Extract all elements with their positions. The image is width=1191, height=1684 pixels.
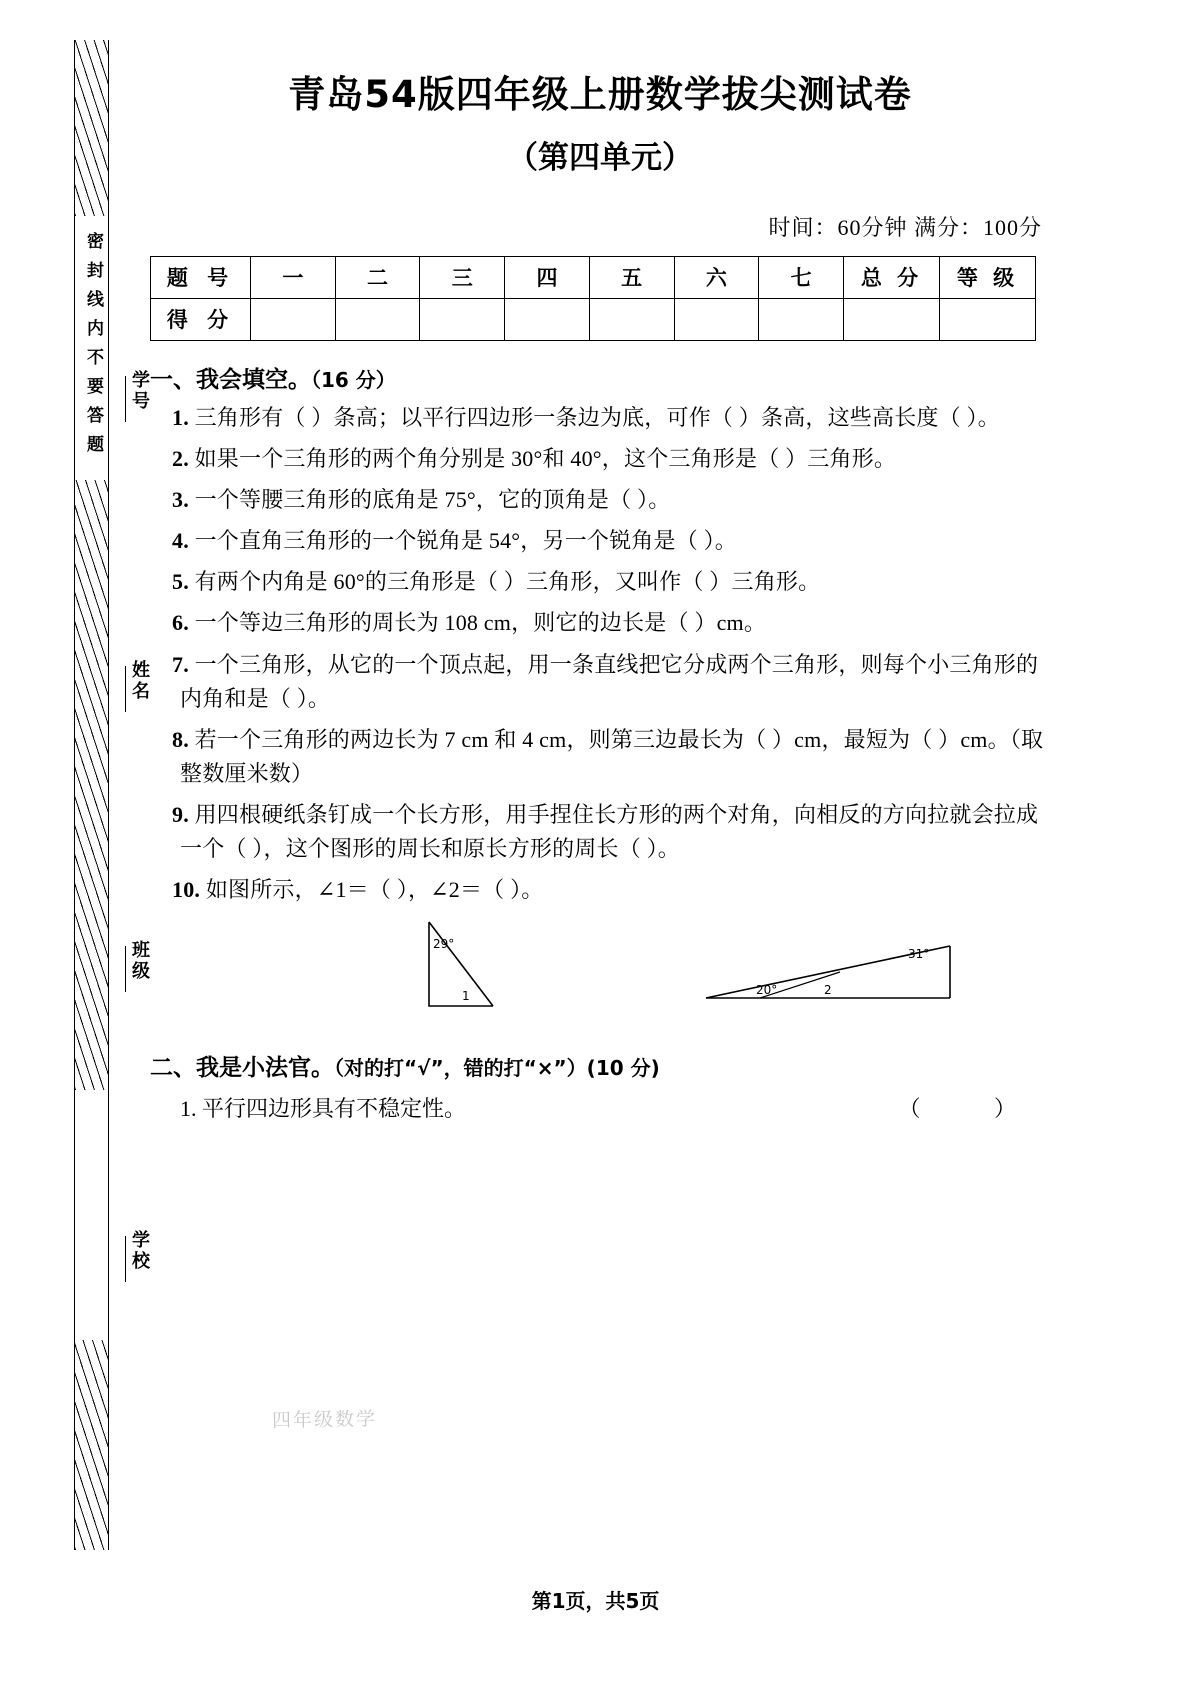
- field-student-id-line: [125, 376, 126, 422]
- score-cell-6[interactable]: [674, 298, 759, 340]
- score-cell-1[interactable]: [251, 298, 336, 340]
- question-1-4-text: 一个直角三角形的一个锐角是 54°，另一个锐角是（ ）。: [194, 528, 738, 554]
- triangle-figure-right: [700, 932, 960, 1012]
- score-table-row-label-2: 得 分: [151, 298, 251, 340]
- field-school-label: 学校: [129, 1230, 150, 1272]
- question-1-2: [172, 442, 1050, 476]
- score-cell-total[interactable]: [844, 298, 940, 340]
- question-1-3-number: 3.: [172, 487, 189, 513]
- field-name-label: 姓名: [129, 660, 150, 702]
- score-col-7: 七: [759, 256, 844, 298]
- watermark: 四年级数学: [271, 1408, 378, 1432]
- page-title: 青岛54版四年级上册数学拔尖测试卷: [288, 73, 912, 116]
- question-1-1: [172, 401, 1050, 435]
- question-1-9: [172, 798, 1050, 866]
- question-1-1-text: 三角形有（ ）条高；以平行四边形一条边为底，可作（ ）条高，这些高长度（ ）。: [194, 404, 1000, 430]
- section-1-title: 一、我会填空。: [150, 366, 311, 393]
- question-1-2-number: 2.: [172, 446, 189, 472]
- question-1-10-text: 如图所示，∠1＝（ ），∠2＝（ ）。: [205, 877, 544, 903]
- question-1-7-number: 7.: [172, 651, 189, 677]
- question-1-3-text: 一个等腰三角形的底角是 75°，它的顶角是（ ）。: [194, 487, 671, 513]
- question-1-8: [172, 723, 1050, 791]
- question-1-7: [172, 648, 1050, 716]
- question-1-8-number: 8.: [172, 726, 189, 752]
- question-1-5: [172, 565, 1050, 599]
- svg-text:2: 2: [824, 983, 832, 998]
- binding-rule-right: [108, 40, 109, 1550]
- score-col-5: 五: [589, 256, 674, 298]
- field-school[interactable]: [112, 1230, 152, 1282]
- svg-text:1: 1: [462, 989, 470, 1004]
- page-subtitle: （第四单元）: [507, 139, 693, 176]
- section-2-points: （对的打“√”，错的打“×”）(10 分): [334, 1056, 660, 1081]
- question-1-1-number: 1.: [172, 404, 189, 430]
- question-1-5-number: 5.: [172, 569, 189, 595]
- score-cell-grade[interactable]: [940, 298, 1036, 340]
- question-1-7-text: 一个三角形，从它的一个顶点起，用一条直线把它分成两个三角形，则每个小三角形的内角和是（ ）。: [180, 651, 1039, 711]
- svg-text:29°: 29°: [433, 937, 455, 952]
- score-col-2: 二: [335, 256, 420, 298]
- question-1-4: [172, 524, 1050, 558]
- field-student-id[interactable]: [112, 370, 152, 422]
- document-body: [150, 70, 1050, 1125]
- binding-hatch-middle: [75, 480, 108, 1090]
- score-cell-4[interactable]: [505, 298, 590, 340]
- field-student-id-label: 学号: [129, 370, 150, 412]
- score-col-6: 六: [674, 256, 759, 298]
- score-col-4: 四: [505, 256, 590, 298]
- question-1-9-text: 用四根硬纸条钉成一个长方形，用手捏住长方形的两个对角，向相反的方向拉就会拉成一个（ ），这个图形的周长和原长方形的周长（ ）。: [180, 801, 1039, 861]
- score-table-row-label-1: 题 号: [151, 256, 251, 298]
- svg-text:31°: 31°: [908, 947, 930, 962]
- question-1-6: [172, 606, 1050, 640]
- question-1-10: [172, 873, 1050, 907]
- field-name[interactable]: [112, 660, 152, 712]
- question-1-2-text: 如果一个三角形的两个角分别是 30°和 40°，这个三角形是（ ）三角形。: [194, 446, 897, 472]
- field-class-label: 班级: [129, 940, 150, 982]
- score-col-3: 三: [420, 256, 505, 298]
- section-2-heading: [150, 1049, 1050, 1082]
- score-cell-5[interactable]: [589, 298, 674, 340]
- question-1-10-number: 10.: [172, 877, 201, 903]
- question-1-5-text: 有两个内角是 60°的三角形是（ ）三角形，又叫作（ ）三角形。: [194, 569, 821, 595]
- score-cell-3[interactable]: [420, 298, 505, 340]
- section-1-points: （16 分）: [311, 367, 396, 392]
- section-1-heading: [150, 361, 1050, 394]
- question-1-6-text: 一个等边三角形的周长为 108 cm，则它的边长是（ ）cm。: [194, 610, 767, 636]
- seal-line-label: 密封线内不要答题: [83, 232, 103, 464]
- score-cell-7[interactable]: [759, 298, 844, 340]
- field-class[interactable]: [112, 940, 152, 992]
- binding-strip: [62, 40, 150, 1550]
- svg-text:20°: 20°: [756, 983, 778, 998]
- score-cell-2[interactable]: [335, 298, 420, 340]
- binding-hatch-top: [75, 40, 108, 216]
- field-class-line: [125, 946, 126, 992]
- score-col-grade: 等 级: [940, 256, 1036, 298]
- field-name-line: [125, 666, 126, 712]
- exam-meta: 时间：60分钟 满分：100分: [768, 214, 1042, 240]
- question-1-9-number: 9.: [172, 801, 189, 827]
- question-2-1-answer-box[interactable]: （ ）: [898, 1096, 1050, 1122]
- question-2-1-number: 1.: [180, 1096, 197, 1122]
- score-col-total: 总 分: [844, 256, 940, 298]
- question-2-1: [180, 1092, 1050, 1125]
- question-1-4-number: 4.: [172, 528, 189, 554]
- score-col-1: 一: [251, 256, 336, 298]
- question-1-8-text: 若一个三角形的两边长为 7 cm 和 4 cm，则第三边最长为（ ）cm，最短为（ ）cm。（取整数厘米数）: [180, 726, 1044, 786]
- binding-hatch-bottom: [75, 1340, 108, 1550]
- page-footer: 第1页，共5页: [531, 1589, 660, 1613]
- field-school-line: [125, 1236, 126, 1282]
- score-table-value-row: [151, 298, 1036, 340]
- score-table-header-row: [151, 256, 1036, 298]
- question-1-3: [172, 483, 1050, 517]
- question-1-6-number: 6.: [172, 610, 189, 636]
- question-1-10-figures: [180, 914, 1050, 1029]
- triangle-figure-left: [415, 914, 525, 1019]
- score-table: [150, 256, 1036, 341]
- section-2-title: 二、我是小法官。: [150, 1055, 334, 1082]
- question-2-1-text: 平行四边形具有不稳定性。: [202, 1096, 467, 1122]
